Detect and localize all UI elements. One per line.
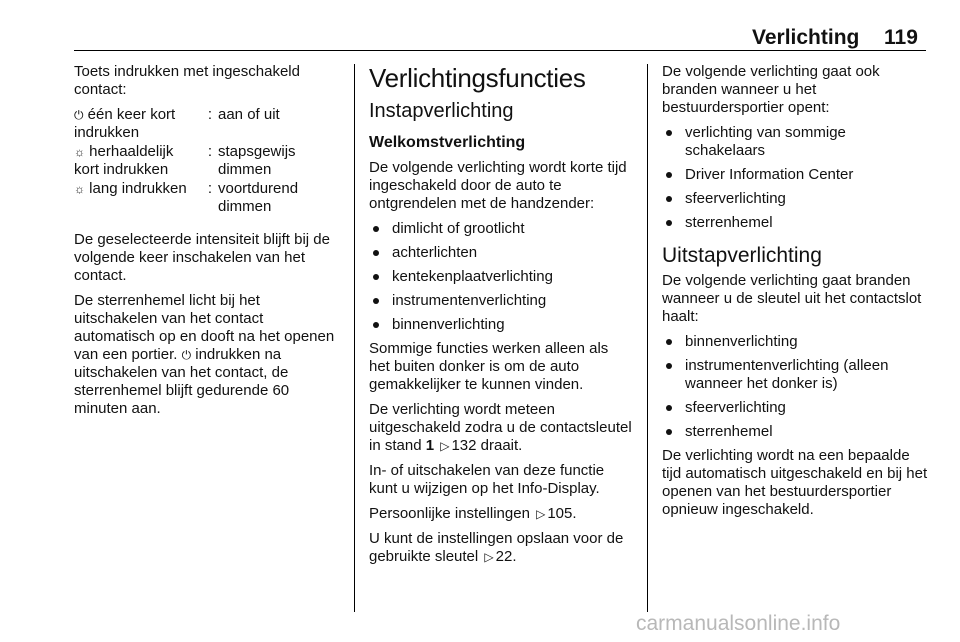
bullet-icon <box>666 429 672 435</box>
bullet-icon <box>666 363 672 369</box>
bullet-list <box>662 333 928 441</box>
list-item: verlichting van sommige schakelaars <box>662 124 928 160</box>
table-row <box>74 180 342 217</box>
watermark: carmanualsonline.info <box>636 612 841 635</box>
result-text: voortdurend dimmen <box>218 180 299 215</box>
column-3 <box>662 63 928 526</box>
bullet-icon <box>666 172 672 178</box>
result-text: aan of uit <box>218 106 280 123</box>
intro-text: De volgende verlichting gaat ook branden wanneer u het bestuurdersportier opent: <box>662 63 880 116</box>
list-item: Driver Information Center <box>662 166 928 184</box>
separator: : <box>207 106 213 123</box>
intro-text: De volgende verlichting wordt korte tijd ingeschakeld door de auto te ontgrendelen met de handzender: <box>369 159 627 212</box>
bullet-icon <box>666 130 672 136</box>
table-row <box>74 106 342 143</box>
list-item: achterlichten <box>369 244 633 262</box>
table-row <box>74 143 342 180</box>
list-item: sterrenhemel <box>662 214 928 232</box>
dimmer-icon: ☼ <box>74 145 85 159</box>
column-1 <box>74 63 342 425</box>
bullet-icon <box>666 196 672 202</box>
starry-sky-paragraph: De sterrenhemel licht bij het uitschakelen van het contact automatisch op en dooft na het openen van een portier. ⏻ indrukken na uitschakelen van het contact, de sterrenhemel blijft gedurende 60 minuten aan. <box>74 292 335 417</box>
separator: : <box>207 180 213 197</box>
list-item: sterrenhemel <box>662 423 928 441</box>
bullet-icon <box>373 250 379 256</box>
list-item: instrumentenverlichting <box>369 292 633 310</box>
bullet-icon <box>373 226 379 232</box>
paragraph: Sommige functies werken alleen als het buiten donker is om de auto gemakkelijker te kunnen vinden. <box>369 340 609 393</box>
list-item: kentekenplaatverlichting <box>369 268 633 286</box>
intensity-paragraph: De geselecteerde intensiteit blijft bij de volgende keer inschakelen van het contact. <box>74 231 330 284</box>
list-item: instrumentenverlichting (alleen wanneer het donker is) <box>662 357 928 393</box>
page-ref-arrow-icon: ▷ <box>536 507 546 521</box>
section-heading: Verlichtingsfuncties <box>369 63 586 93</box>
result-text: stapsgewijs dimmen <box>218 143 296 178</box>
bullet-icon <box>666 339 672 345</box>
page-ref-arrow-icon: ▷ <box>484 550 494 564</box>
paragraph: De verlichting wordt meteen uitgeschakeld zodra u de contactsleutel in stand 1 ▷ 132 draait. <box>369 401 632 454</box>
paragraph: U kunt de instellingen opslaan voor de gebruikte sleutel ▷ 22. <box>369 530 624 565</box>
paragraph: De verlichting wordt na een bepaalde tijd automatisch uitgeschakeld en bij het openen van het bestuurdersportier opnieuw ingeschakeld. <box>662 447 928 518</box>
column-divider-2 <box>647 64 648 612</box>
list-item: sfeerverlichting <box>662 190 928 208</box>
column-2 <box>369 63 633 573</box>
list-item: dimlicht of grootlicht <box>369 220 633 238</box>
page-ref-arrow-icon: ▷ <box>440 439 450 453</box>
bullet-list <box>369 220 633 334</box>
list-item: sfeerverlichting <box>662 399 928 417</box>
column-divider-1 <box>354 64 355 612</box>
paragraph: In- of uitschakelen van deze functie kunt u wijzigen op het Info-Display. <box>369 462 605 497</box>
bullet-icon <box>666 220 672 226</box>
button-action-table <box>74 106 342 217</box>
page-title: Verlichting <box>752 26 860 49</box>
separator: : <box>207 143 213 160</box>
power-icon: ⏻ <box>181 348 192 362</box>
action-text: lang indrukken <box>89 180 187 197</box>
power-icon: ⏻ <box>74 108 84 122</box>
bullet-icon <box>666 405 672 411</box>
header-divider <box>74 50 926 51</box>
action-text: herhaaldelijk kort indrukken <box>74 143 174 178</box>
intro-text: De volgende verlichting gaat branden wanneer u de sleutel uit het contactslot haalt: <box>662 272 922 325</box>
action-text: één keer kort indrukken <box>74 106 176 141</box>
paragraph: Persoonlijke instellingen ▷ 105. <box>369 505 577 522</box>
subsection-heading: Uitstapverlichting <box>662 244 822 267</box>
topic-heading: Welkomstverlichting <box>369 134 526 151</box>
page-number: 119 <box>884 26 918 49</box>
bullet-icon <box>373 322 379 328</box>
bullet-icon <box>373 298 379 304</box>
page-header <box>0 0 960 50</box>
intro-text: Toets indrukken met ingeschakeld contact: <box>74 63 300 98</box>
list-item: binnenverlichting <box>662 333 928 351</box>
dimmer-icon: ☼ <box>74 182 85 196</box>
list-item: binnenverlichting <box>369 316 633 334</box>
subsection-heading: Instapverlichting <box>369 100 514 122</box>
bullet-list <box>662 124 928 232</box>
bullet-icon <box>373 274 379 280</box>
